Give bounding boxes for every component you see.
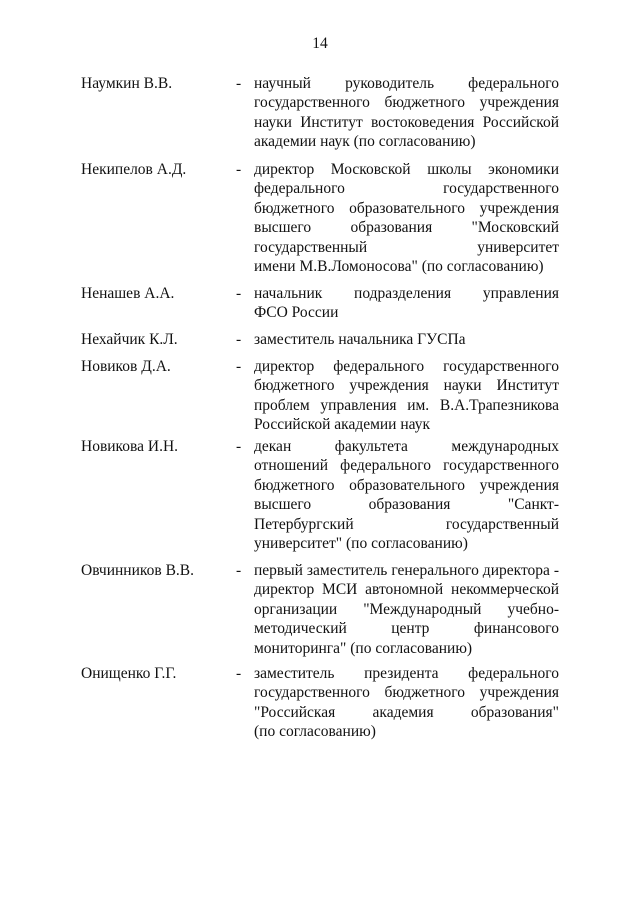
dash-separator: - [236,285,242,302]
dash-separator: - [236,331,242,348]
position-description [254,330,559,349]
page-number: 14 [312,35,328,52]
description-line: академии наук (по согласованию) [254,133,476,151]
description-line: бюджетного образовательного учреждения [254,476,559,494]
description-line: федерального государственного [254,180,559,198]
description-line: проблем управления им. В.А.Трапезникова [254,396,559,414]
description-line: "Российская академия образования" [254,703,559,721]
description-line: директор Московской школы экономики [254,161,559,178]
description-line: государственного бюджетного учреждения [254,94,559,112]
position-description [254,160,559,276]
person-name: Наумкин В.В. [81,75,173,92]
description-line: научный руководитель федерального [254,75,559,92]
description-line: начальник подразделения управления [254,285,559,302]
description-line: бюджетного учреждения науки Институт [254,377,559,395]
description-line: отношений федерального государственного [254,457,559,475]
description-line: имени М.В.Ломоносова" (по согласованию) [254,258,544,276]
description-line: мониторинга" (по согласованию) [254,639,473,657]
position-description [254,437,559,553]
person-name: Нехайчик К.Л. [81,331,178,348]
description-line: высшего образования "Санкт- [254,496,559,514]
description-line: методический центр финансового [254,620,559,638]
position-description [254,561,559,658]
description-line: ФСО России [254,304,339,322]
dash-separator: - [236,665,242,682]
description-line: Российской академии наук [254,416,431,434]
description-line: первый заместитель генерального директора - [254,562,559,579]
description-line: заместитель президента федерального [254,665,559,682]
dash-separator: - [236,562,242,579]
description-line: директор МСИ автономной некоммерческой [254,581,559,599]
description-line: науки Институт востоковедения Российской [254,113,559,131]
description-line: Петербургский государственный [254,515,559,533]
person-name: Некипелов А.Д. [81,161,187,178]
description-line: директор федерального государственного [254,358,559,375]
dash-separator: - [236,161,242,178]
dash-separator: - [236,438,242,455]
person-name: Овчинников В.В. [81,562,195,579]
person-name: Ненашев А.А. [81,285,175,302]
person-name: Новиков Д.А. [81,358,171,375]
dash-separator: - [236,358,242,375]
description-line: высшего образования "Московский [254,219,559,237]
person-name: Онищенко Г.Г. [81,665,177,682]
description-line: декан факультета международных [254,438,559,455]
description-line: заместитель начальника ГУСПа [254,331,466,348]
position-description [254,664,559,742]
position-description [254,74,559,152]
position-description [254,357,559,435]
person-name: Новикова И.Н. [81,438,179,455]
position-description [254,284,559,323]
description-line: университет" (по согласованию) [254,535,468,553]
description-line: бюджетного образовательного учреждения [254,199,559,217]
description-line: государственного бюджетного учреждения [254,684,559,702]
description-line: организации "Международный учебно- [254,600,559,618]
dash-separator: - [236,75,242,92]
description-line: (по согласованию) [254,723,376,741]
description-line: государственный университет [254,238,559,256]
